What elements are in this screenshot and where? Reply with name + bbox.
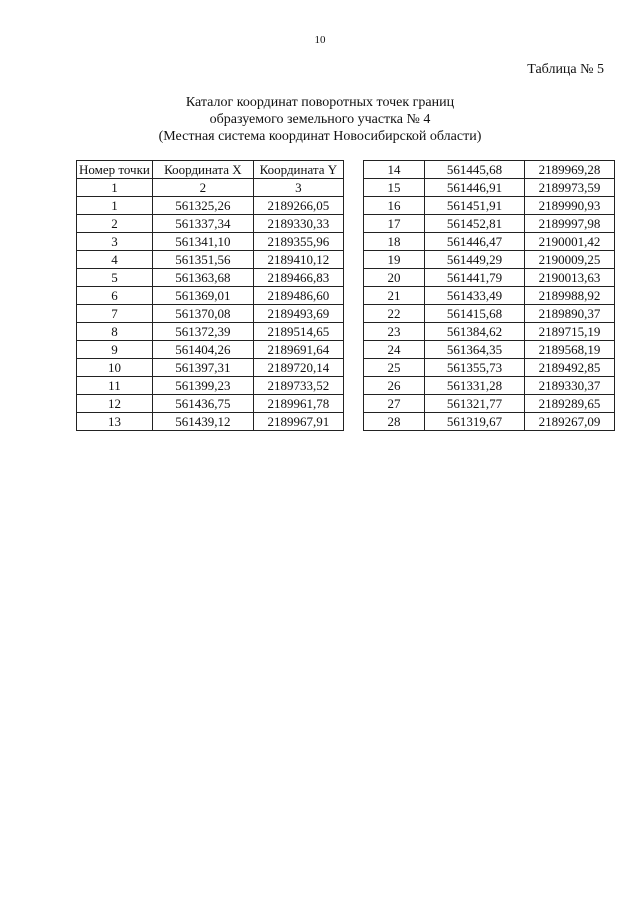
cell-coordinate-x: 561363,68 xyxy=(152,269,253,287)
cell-coordinate-y: 2189715,19 xyxy=(525,323,615,341)
cell-coordinate-x: 561370,08 xyxy=(152,305,253,323)
cell-point-number: 12 xyxy=(77,395,153,413)
table-row xyxy=(77,287,344,305)
cell-coordinate-x: 561372,39 xyxy=(152,323,253,341)
cell-coordinate-x: 561441,79 xyxy=(425,269,525,287)
cell-coordinate-y: 2189466,83 xyxy=(253,269,343,287)
cell-point-number: 25 xyxy=(364,359,425,377)
cell-point-number: 3 xyxy=(77,233,153,251)
cell-coordinate-y: 2189330,33 xyxy=(253,215,343,233)
header-coordinate-x: Координата X xyxy=(152,161,253,179)
cell-point-number: 28 xyxy=(364,413,425,431)
table-row xyxy=(364,197,615,215)
table-row xyxy=(77,323,344,341)
cell-coordinate-x: 561355,73 xyxy=(425,359,525,377)
cell-coordinate-x: 561331,28 xyxy=(425,377,525,395)
cell-coordinate-x: 561399,23 xyxy=(152,377,253,395)
coordinates-table-left xyxy=(76,160,344,431)
column-number-1: 1 xyxy=(77,179,153,197)
cell-point-number: 23 xyxy=(364,323,425,341)
cell-point-number: 10 xyxy=(77,359,153,377)
cell-point-number: 1 xyxy=(77,197,153,215)
table-row xyxy=(364,251,615,269)
cell-coordinate-x: 561384,62 xyxy=(425,323,525,341)
cell-coordinate-x: 561446,91 xyxy=(425,179,525,197)
cell-point-number: 9 xyxy=(77,341,153,359)
cell-coordinate-x: 561369,01 xyxy=(152,287,253,305)
cell-coordinate-y: 2189691,64 xyxy=(253,341,343,359)
cell-point-number: 21 xyxy=(364,287,425,305)
cell-coordinate-y: 2189967,91 xyxy=(253,413,343,431)
coordinates-table-right xyxy=(363,160,615,431)
cell-coordinate-x: 561433,49 xyxy=(425,287,525,305)
cell-coordinate-y: 2189733,52 xyxy=(253,377,343,395)
cell-point-number: 14 xyxy=(364,161,425,179)
table-row xyxy=(364,377,615,395)
cell-coordinate-x: 561415,68 xyxy=(425,305,525,323)
cell-coordinate-y: 2189997,98 xyxy=(525,215,615,233)
table-row xyxy=(77,377,344,395)
cell-coordinate-y: 2189969,28 xyxy=(525,161,615,179)
cell-coordinate-x: 561397,31 xyxy=(152,359,253,377)
table-row xyxy=(364,413,615,431)
cell-coordinate-x: 561449,29 xyxy=(425,251,525,269)
cell-coordinate-y: 2189720,14 xyxy=(253,359,343,377)
cell-coordinate-y: 2189355,96 xyxy=(253,233,343,251)
cell-coordinate-y: 2189267,09 xyxy=(525,413,615,431)
cell-point-number: 27 xyxy=(364,395,425,413)
cell-coordinate-y: 2189568,19 xyxy=(525,341,615,359)
cell-coordinate-x: 561436,75 xyxy=(152,395,253,413)
cell-coordinate-x: 561337,34 xyxy=(152,215,253,233)
cell-coordinate-x: 561439,12 xyxy=(152,413,253,431)
table-row xyxy=(77,251,344,269)
table-row xyxy=(364,323,615,341)
table-row xyxy=(364,305,615,323)
cell-point-number: 26 xyxy=(364,377,425,395)
document-title xyxy=(0,94,640,145)
cell-point-number: 19 xyxy=(364,251,425,269)
cell-coordinate-x: 561446,47 xyxy=(425,233,525,251)
cell-coordinate-y: 2190009,25 xyxy=(525,251,615,269)
table-row xyxy=(364,215,615,233)
cell-point-number: 15 xyxy=(364,179,425,197)
cell-coordinate-y: 2189493,69 xyxy=(253,305,343,323)
cell-coordinate-y: 2189330,37 xyxy=(525,377,615,395)
title-line-3: (Местная система координат Новосибирской области) xyxy=(158,129,482,144)
table-column-numbers-row xyxy=(77,179,344,197)
cell-point-number: 11 xyxy=(77,377,153,395)
table-row xyxy=(77,305,344,323)
table-header-row xyxy=(77,161,344,179)
cell-coordinate-x: 561364,35 xyxy=(425,341,525,359)
table-row xyxy=(364,233,615,251)
table-row xyxy=(77,341,344,359)
cell-coordinate-x: 561325,26 xyxy=(152,197,253,215)
cell-point-number: 16 xyxy=(364,197,425,215)
table-row xyxy=(364,269,615,287)
table-row xyxy=(364,179,615,197)
cell-coordinate-y: 2189410,12 xyxy=(253,251,343,269)
cell-coordinate-y: 2190001,42 xyxy=(525,233,615,251)
cell-point-number: 13 xyxy=(77,413,153,431)
cell-coordinate-y: 2189266,05 xyxy=(253,197,343,215)
cell-coordinate-y: 2189486,60 xyxy=(253,287,343,305)
cell-coordinate-x: 561404,26 xyxy=(152,341,253,359)
cell-coordinate-y: 2189890,37 xyxy=(525,305,615,323)
header-coordinate-y: Координата Y xyxy=(253,161,343,179)
title-line-1: Каталог координат поворотных точек границ xyxy=(185,95,455,110)
cell-point-number: 2 xyxy=(77,215,153,233)
cell-point-number: 8 xyxy=(77,323,153,341)
cell-point-number: 24 xyxy=(364,341,425,359)
cell-coordinate-y: 2189973,59 xyxy=(525,179,615,197)
table-row xyxy=(364,161,615,179)
cell-coordinate-y: 2189990,93 xyxy=(525,197,615,215)
table-row xyxy=(77,359,344,377)
table-row xyxy=(77,395,344,413)
cell-coordinate-y: 2190013,63 xyxy=(525,269,615,287)
cell-coordinate-y: 2189514,65 xyxy=(253,323,343,341)
cell-point-number: 5 xyxy=(77,269,153,287)
table-row xyxy=(77,215,344,233)
cell-coordinate-y: 2189289,65 xyxy=(525,395,615,413)
title-line-2: образуемого земельного участка № 4 xyxy=(209,112,431,127)
table-row xyxy=(77,197,344,215)
table-body-left xyxy=(77,197,344,431)
table-row xyxy=(364,287,615,305)
cell-coordinate-y: 2189961,78 xyxy=(253,395,343,413)
table-row xyxy=(364,395,615,413)
column-number-2: 2 xyxy=(152,179,253,197)
cell-point-number: 7 xyxy=(77,305,153,323)
cell-point-number: 4 xyxy=(77,251,153,269)
table-row xyxy=(364,341,615,359)
cell-coordinate-x: 561451,91 xyxy=(425,197,525,215)
table-row xyxy=(364,359,615,377)
cell-point-number: 17 xyxy=(364,215,425,233)
cell-point-number: 22 xyxy=(364,305,425,323)
table-label: Таблица № 5 xyxy=(527,62,604,77)
table-row xyxy=(77,233,344,251)
cell-coordinate-x: 561341,10 xyxy=(152,233,253,251)
cell-coordinate-x: 561445,68 xyxy=(425,161,525,179)
cell-coordinate-x: 561321,77 xyxy=(425,395,525,413)
cell-coordinate-y: 2189492,85 xyxy=(525,359,615,377)
cell-point-number: 6 xyxy=(77,287,153,305)
cell-coordinate-x: 561319,67 xyxy=(425,413,525,431)
table-row xyxy=(77,269,344,287)
cell-point-number: 20 xyxy=(364,269,425,287)
cell-point-number: 18 xyxy=(364,233,425,251)
header-point-number: Номер точки xyxy=(77,161,153,179)
cell-coordinate-y: 2189988,92 xyxy=(525,287,615,305)
table-row xyxy=(77,413,344,431)
cell-coordinate-x: 561452,81 xyxy=(425,215,525,233)
table-body-right xyxy=(364,161,615,431)
column-number-3: 3 xyxy=(253,179,343,197)
cell-coordinate-x: 561351,56 xyxy=(152,251,253,269)
page-number: 10 xyxy=(314,34,326,46)
